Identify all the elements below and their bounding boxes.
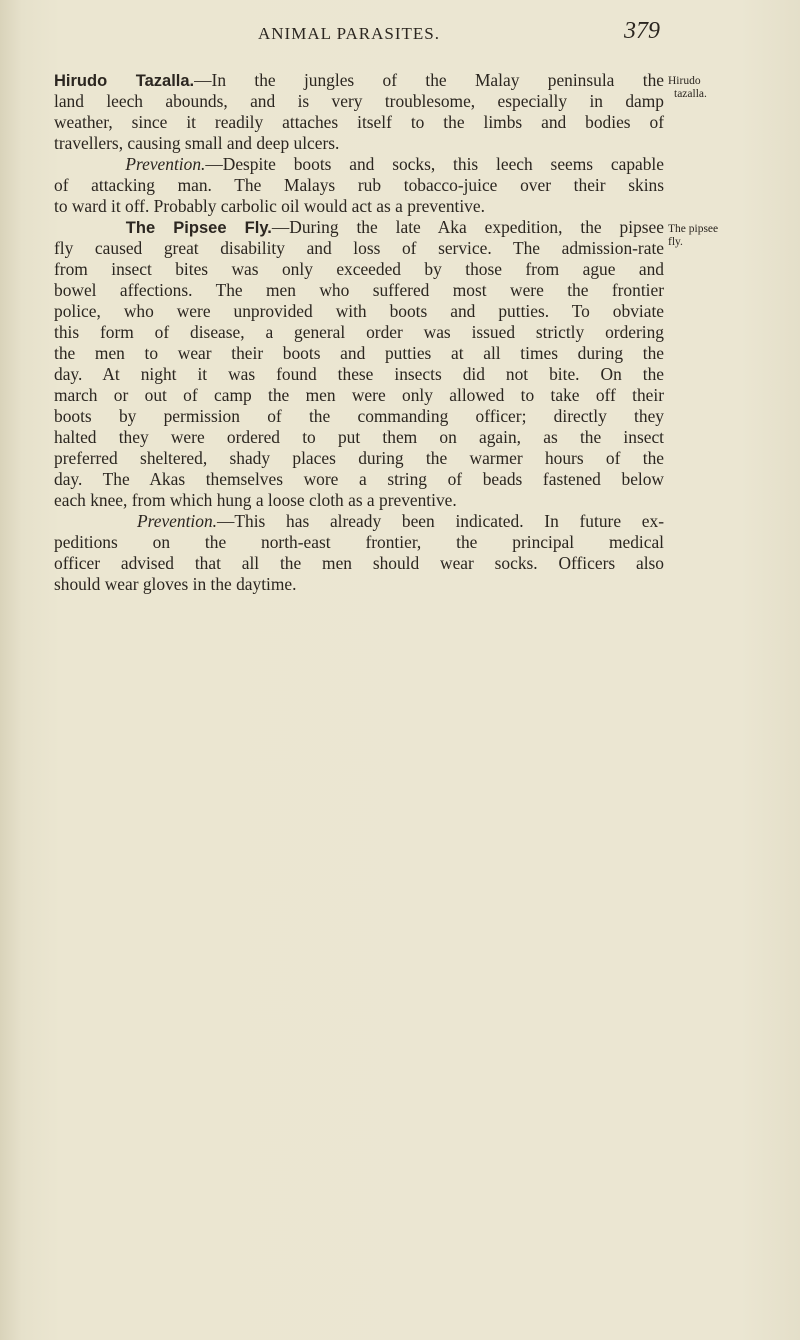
text-line: halted they were ordered to put them on again, as the insect [54, 427, 664, 447]
margin-note-hirudo: Hirudo tazalla. [668, 75, 707, 100]
text-line: should wear gloves in the daytime. [54, 574, 297, 594]
text-line: Prevention.—Despite boots and socks, this leech seems capable [125, 154, 664, 174]
text-line: fly caused great disability and loss of service. The admission-rate [54, 238, 664, 258]
text-line: to ward it off. Probably carbolic oil would act as a preventive. [54, 196, 485, 216]
page-number: 379 [624, 18, 660, 44]
text-line: from insect bites was only exceeded by those from ague and [54, 259, 664, 279]
text-line: this form of disease, a general order was issued strictly ordering [54, 322, 664, 342]
text-line: bowel affections. The men who suffered most were the frontier [54, 280, 664, 300]
text-line: Prevention.—This has already been indicated. In future ex- [136, 511, 664, 531]
text-line: weather, since it readily attaches itself to the limbs and bodies of [54, 112, 664, 132]
prevention-label: Prevention. [136, 511, 217, 531]
text-line: peditions on the north-east frontier, the principal medical [54, 532, 664, 552]
text-line: each knee, from which hung a loose cloth as a preventive. [54, 490, 457, 510]
text-line: march or out of camp the men were only allowed to take off their [54, 385, 664, 405]
section-heading-hirudo: Hirudo Tazalla. [54, 72, 195, 90]
prevention-label: Prevention. [125, 154, 206, 174]
body-text [54, 70, 664, 595]
text-line: the men to wear their boots and putties at all times during the [54, 343, 664, 363]
text-line: preferred sheltered, shady places during the warmer hours of the [54, 448, 664, 468]
text-line: The Pipsee Fly.—During the late Aka expedition, the pipsee [125, 217, 664, 237]
text-line: travellers, causing small and deep ulcers. [54, 133, 340, 153]
text-line: day. The Akas themselves wore a string of beads fastened below [54, 469, 664, 489]
text-line: police, who were unprovided with boots and putties. To obviate [54, 301, 664, 321]
running-head [0, 14, 800, 42]
text-line: Hirudo Tazalla.—In the jungles of the Malay peninsula the [54, 70, 664, 90]
running-title: ANIMAL PARASITES. [258, 24, 440, 43]
text-line: boots by permission of the commanding officer; directly they [54, 406, 664, 426]
margin-note-pipsee: The pipsee fly. [668, 223, 719, 248]
text-line: officer advised that all the men should wear socks. Officers also [54, 553, 664, 573]
text-line: land leech abounds, and is very troublesome, especially in damp [54, 91, 664, 111]
text-line: of attacking man. The Malays rub tobacco-juice over their skins [54, 175, 664, 195]
text-line: day. At night it was found these insects did not bite. On the [54, 364, 664, 384]
section-heading-pipsee: The Pipsee Fly. [125, 219, 272, 237]
